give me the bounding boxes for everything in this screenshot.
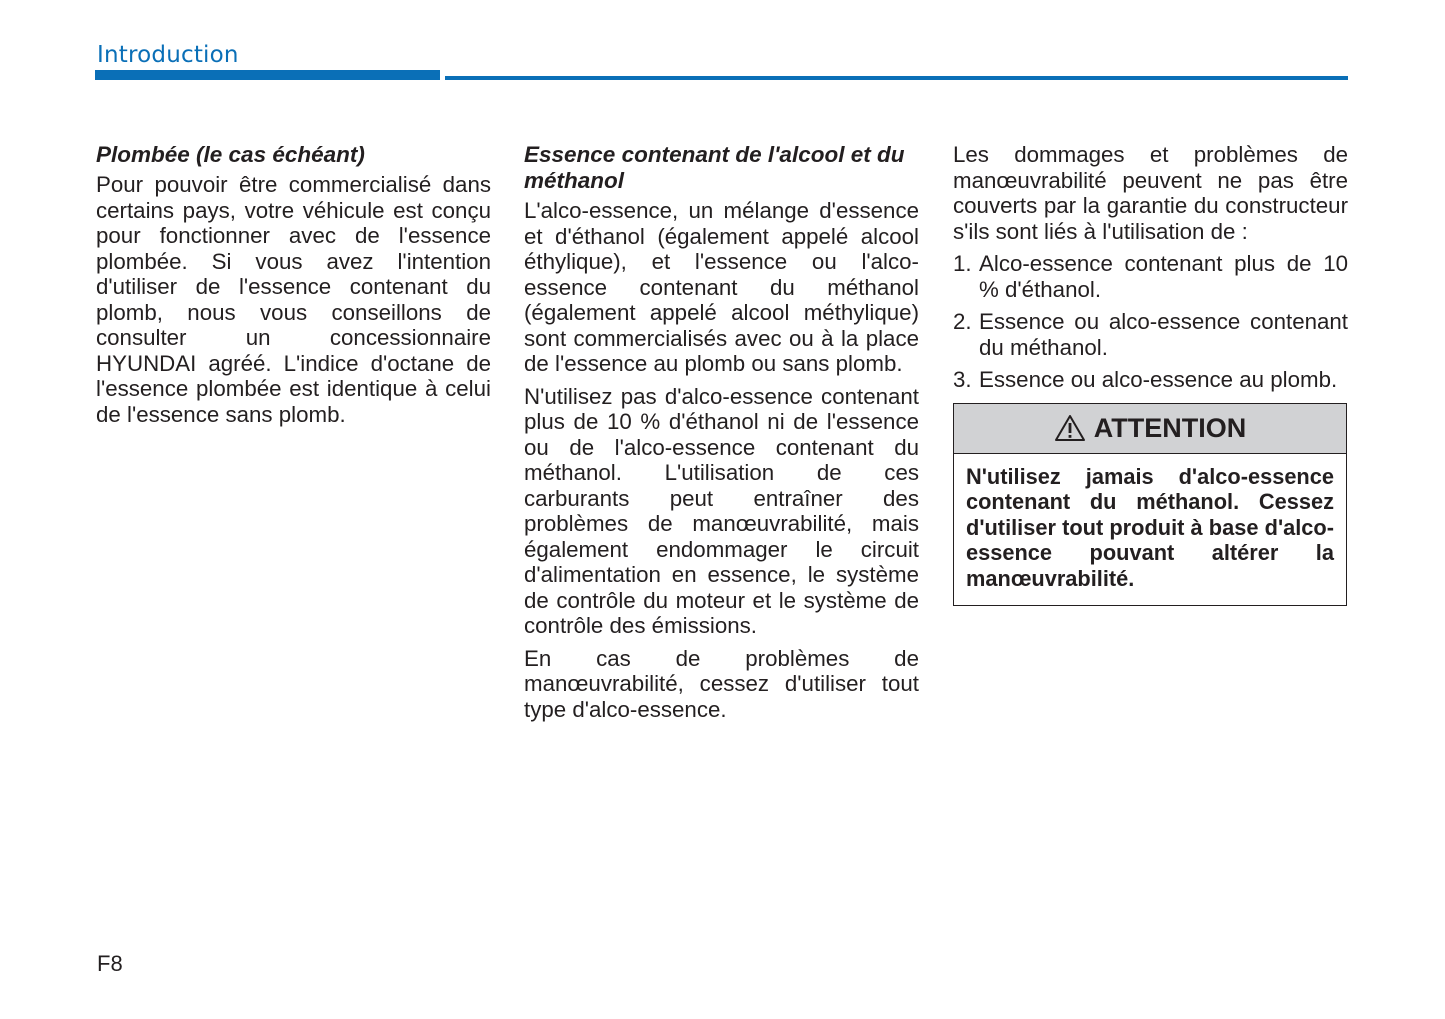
caution-title: ATTENTION — [1093, 412, 1247, 443]
fuel-list — [953, 251, 1348, 393]
list-text: Essence ou alco-essence contenant du méthanol. — [979, 309, 1348, 360]
column-1-paragraph: Pour pouvoir être commercialisé dans certains pays, votre véhicule est conçu pour fonctionner avec de l'essence plombée. Si vous avez l'intention d'utiliser de l'essence contenant du plomb, nous vous conseillons de consulter un concessionnaire HYUNDAI agréé. L'indice d'octane de l'essence plombée est identique à celui de l'essence sans plomb. — [96, 172, 491, 427]
column-2-paragraph: L'alco-essence, un mélange d'essence et d'éthanol (également appelé alcool éthylique), et l'essence ou l'alco-essence contenant du méthanol (également appelé alcool méthylique) sont commercialisés avec ou à la place de l'essence au plomb ou sans plomb. — [524, 198, 919, 376]
column-1-heading: Plombée (le cas échéant) — [96, 142, 365, 167]
list-number: 2. — [953, 309, 972, 334]
column-2-paragraph: N'utilisez pas d'alco-essence contenant plus de 10 % d'éthanol ni de l'essence ou de l'alco-essence contenant du méthanol. L'utilisation de ces carburants peut entraîner des problèmes de manœuvrabilité, mais également endommager le circuit d'alimentation en essence, le système de contrôle du moteur et le système de contrôle des émissions. — [524, 383, 919, 638]
caution-box — [953, 403, 1347, 607]
caution-text: N'utilisez jamais d'alco-essence contenant du méthanol. Cessez d'utiliser tout produit à base d'alco-essence pouvant altérer la manœuvrabilité. — [966, 463, 1334, 591]
column-2-paragraph: En cas de problèmes de manœuvrabilité, cessez d'utiliser tout type d'alco-essence. — [524, 645, 919, 722]
column-3 — [953, 142, 1348, 606]
list-number: 1. — [953, 251, 972, 276]
column-1 — [96, 142, 491, 434]
list-text: Alco-essence contenant plus de 10 % d'éthanol. — [979, 251, 1348, 302]
list-item — [953, 251, 1348, 302]
column-2-heading: Essence contenant de l'alcool et du méthanol — [524, 142, 905, 193]
header-rule-thick — [95, 70, 440, 80]
list-item — [953, 309, 1348, 360]
list-item — [953, 367, 1348, 393]
caution-header — [954, 404, 1346, 454]
column-2 — [524, 142, 919, 729]
column-3-intro: Les dommages et problèmes de manœuvrabilité peuvent ne pas être couverts par la garantie du constructeur s'ils sont liés à l'utilisation de : — [953, 142, 1348, 244]
warning-triangle-icon — [1054, 414, 1086, 442]
list-text: Essence ou alco-essence au plomb. — [979, 367, 1338, 392]
section-title: Introduction — [97, 42, 239, 68]
header-rule-thin — [445, 76, 1348, 80]
page-number: F8 — [97, 951, 123, 976]
list-number: 3. — [953, 367, 972, 392]
